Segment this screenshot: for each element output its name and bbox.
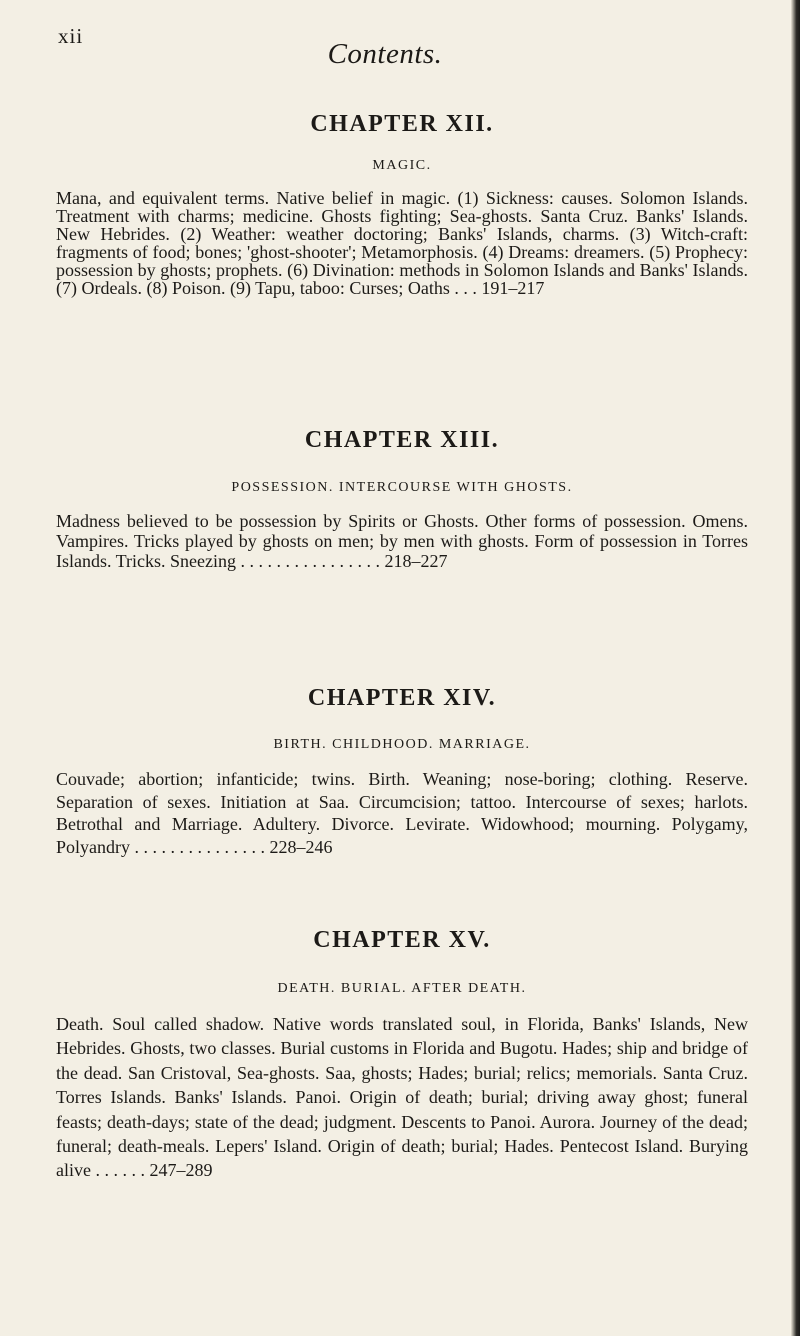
chapter-xiv xyxy=(56,686,748,858)
chapter-leaders: . . xyxy=(463,278,477,298)
chapter-subtitle: MAGIC. xyxy=(372,158,432,173)
chapter-pages: 247–289 xyxy=(149,1160,213,1181)
chapter-summary-text: Mana, and equivalent terms. Native belief in magic. (1) Sickness: causes. Solomon Islands. Treatment with charms; medicine. Ghosts fighting; Sea-ghosts. Santa Cruz. Banks' Islands. New Hebrides. (2) Weather: weather doctoring; Banks' Islands, charms. (3) Witch-craft: fragments of food; bones; 'ghost-shooter'; Metamorphosis. (4) Dreams: dreamers. (5) Prophecy: possession by ghosts; prophets. (6) Divination: methods in Solomon Islands and Banks' Islands. (7) Ordeals. (8) Poison. (9) Tapu, taboo: Curses; Oaths xyxy=(56,188,748,298)
chapter-subtitle: POSSESSION. INTERCOURSE WITH GHOSTS. xyxy=(231,480,573,495)
chapter-pages: 191–217 xyxy=(481,278,545,298)
chapter-summary xyxy=(56,768,748,858)
page-folio: xii xyxy=(58,24,84,48)
chapter-leaders: . . . . . . . . . . . . . . . xyxy=(134,836,265,857)
running-head: Contents. xyxy=(327,38,443,70)
chapter-pages: 218–227 xyxy=(384,551,448,571)
chapter-xii xyxy=(56,112,748,297)
chapter-summary xyxy=(56,511,748,571)
chapter-summary-text: Couvade; abortion; infanticide; twins. Birth. Weaning; nose-boring; clothing. Reserve. Separation of sexes. Initiation at Saa. Circumcision; tattoo. Intercourse of sexes; harlots. Betrothal and Marriage. Adultery. Divorce. Levirate. Widowhood; mourning. Polygamy, Polyandry xyxy=(56,769,748,857)
chapter-xv xyxy=(56,928,748,1183)
chapter-summary-text: Death. Soul called shadow. Native words translated soul, in Florida, Banks' Islands, New Hebrides. Ghosts, two classes. Burial customs in Florida and Bugotu. Hades; ship and bridge of the dead. San Cristoval, Sea-ghosts. Saa, ghosts; Hades; burial; relics; memorials. Santa Cruz. Torres Islands. Banks' Islands. Panoi. Origin of death; burial; driving away ghost; funeral feasts; death-days; state of the dead; judgment. Descents to Panoi. Aurora. Journey of the dead; funeral; death-meals. Lepers' Island. Origin of death; burial; Hades. Pentecost Island. Burying alive xyxy=(56,1014,748,1181)
chapter-summary xyxy=(56,1012,748,1183)
chapter-title: CHAPTER XV. xyxy=(313,927,491,953)
chapter-title: CHAPTER XIII. xyxy=(304,427,500,453)
chapter-xiii xyxy=(56,428,748,571)
chapter-title: CHAPTER XII. xyxy=(310,111,494,137)
chapter-leaders: . . . . . . . . . . . . . . . . xyxy=(240,551,380,571)
chapter-pages: 228–246 xyxy=(269,836,333,857)
chapter-summary: Mana, and equivalent terms. Native belief in magic. (1) Sickness: causes. Solomon Islands. Treatment with charms; medicine. Ghosts fighting; Sea-ghosts. Santa Cruz. Banks' Islands. New Hebrides. (2) Weather: weather doctoring; Banks' Islands, charms. (3) Witch-craft: fragments of food; bones; 'ghost-shooter'; Metamorphosis. (4) Dreams: dreamers. (5) Prophecy: possession by ghosts; prophets. (6) Divination: methods in Solomon Islands and Banks' Islands. (7) Ordeals. (8) Poison. (9) Tapu, taboo: Curses; Oaths . . . 191–217 xyxy=(56,188,748,298)
chapter-leaders: . . . . . . xyxy=(95,1160,145,1181)
chapter-summary-text: Madness believed to be possession by Spirits or Ghosts. Other forms of possession. Omens. Vampires. Tricks played by ghosts on men; by men with ghosts. Form of possession in Torres Islands. Tricks. Sneezing xyxy=(56,511,748,571)
chapter-subtitle: DEATH. BURIAL. AFTER DEATH. xyxy=(277,981,527,996)
chapter-subtitle: BIRTH. CHILDHOOD. MARRIAGE. xyxy=(273,737,531,752)
page-edge-shadow xyxy=(791,0,800,1336)
chapter-title: CHAPTER XIV. xyxy=(307,685,497,711)
